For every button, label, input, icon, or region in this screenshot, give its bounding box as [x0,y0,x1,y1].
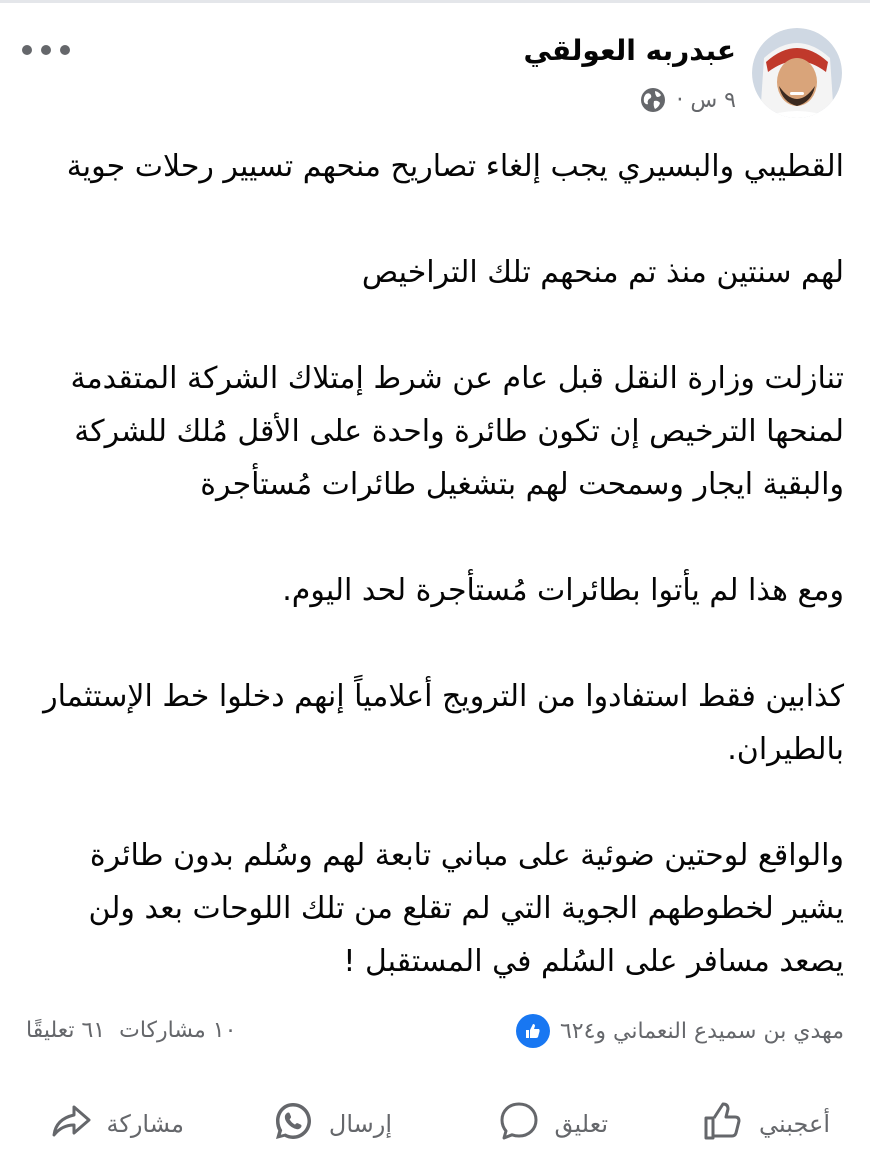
comment-label: تعليق [554,1110,608,1138]
globe-icon [640,87,666,113]
like-label: أعجبني [759,1110,830,1138]
post-paragraph: ومع هذا لم يأتوا بطائرات مُستأجرة لحد اليوم. [282,573,844,608]
post-meta [640,84,736,116]
whatsapp-icon [271,1099,315,1149]
action-bar [0,1090,870,1160]
like-reaction-icon [516,1014,550,1048]
more-options-button[interactable] [22,38,70,62]
share-arrow-icon [49,1099,93,1149]
send-button[interactable] [271,1096,392,1152]
engagement-counts [26,1018,236,1043]
post-paragraph: كذابين فقط استفادوا من الترويج أعلامياً إنهم دخلوا خط الإستثمار بالطيران. [43,679,844,767]
post-paragraph: لهم سنتين منذ تم منحهم تلك التراخيص [361,255,844,290]
post-text [29,140,844,988]
post-paragraph: القطيبي والبسيري يجب إلغاء تصاريح منحهم تسيير رحلات جوية [66,149,844,184]
comment-button[interactable] [497,1096,608,1152]
comment-bubble-icon [497,1099,541,1149]
dot-icon [41,45,51,55]
thumbs-up-icon [701,1099,745,1149]
post-time[interactable]: ٩ س · [676,87,736,113]
like-button[interactable] [701,1096,830,1152]
reactors-text: مهدي بن سميدع النعماني و٦٢٤ [559,1018,844,1044]
top-divider [0,0,870,3]
post-paragraph: والواقع لوحتين ضوئية على مباني تابعة لهم وسُلم بدون طائرة يشير لخطوطهم الجوية التي لم تقلع من تلك اللوحات بعد ولن يصعد مسافر على السُلم في المستقبل ! [88,838,844,979]
reactors-summary[interactable] [516,1014,844,1048]
reactions-bar [26,1010,844,1054]
post-header [0,28,870,124]
share-button[interactable] [49,1096,184,1152]
comments-count[interactable]: ٦١ تعليقًا [26,1018,106,1043]
post-paragraph: تنازلت وزارة النقل قبل عام عن شرط إمتلاك الشركة المتقدمة لمنحها الترخيص إن تكون طائرة واحدة على الأقل مُلك للشركة والبقية ايجار وسمحت لهم بتشغيل طائرات مُستأجرة [70,361,844,502]
avatar[interactable] [752,28,842,118]
dot-icon [60,45,70,55]
shares-count[interactable]: ١٠ مشاركات [119,1018,237,1043]
author-name[interactable]: عبدربه العولقي [523,34,736,67]
dot-icon [22,45,32,55]
share-label: مشاركة [106,1110,184,1138]
send-label: إرسال [328,1110,392,1138]
